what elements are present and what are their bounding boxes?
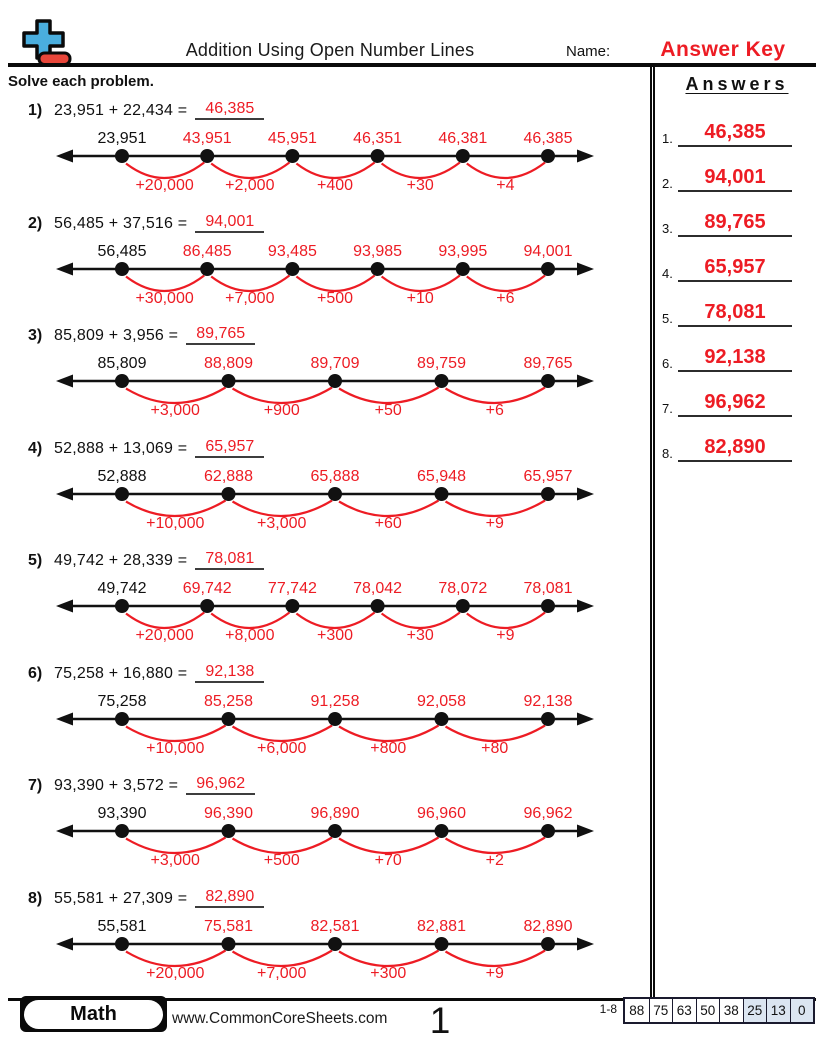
- point-dot: [200, 599, 214, 613]
- problem-number: 6): [28, 664, 43, 682]
- point-dot: [115, 599, 129, 613]
- score-cell: 38: [719, 999, 743, 1022]
- jump-label: +6: [485, 402, 504, 419]
- point-label: 46,381: [438, 130, 488, 147]
- problem-number: 7): [28, 777, 43, 794]
- jump-label: +4: [496, 177, 515, 194]
- equation-text: 56,485 + 37,516 =: [54, 214, 188, 232]
- jump-arc: [382, 613, 460, 629]
- point-dot: [328, 824, 342, 838]
- jump-arc: [233, 388, 333, 404]
- jump-arc: [446, 388, 546, 404]
- jump-arc: [233, 838, 333, 854]
- page-number: 1: [429, 1000, 451, 1041]
- point-dot: [200, 262, 214, 276]
- score-cell: 50: [696, 999, 720, 1022]
- point-dot: [456, 262, 470, 276]
- point-label: 94,001: [523, 242, 573, 260]
- number-line: [0, 911, 650, 985]
- answer-row: [658, 374, 816, 419]
- jump-arc: [126, 388, 226, 404]
- jump-label: +9: [496, 627, 515, 644]
- problem-block: [0, 317, 650, 430]
- point-label: 65,888: [310, 467, 360, 485]
- jump-label: +2,000: [225, 177, 275, 194]
- jump-arc: [126, 275, 204, 291]
- answer-value: 89,765: [678, 211, 792, 237]
- jump-arc: [339, 950, 439, 966]
- point-label: 46,385: [523, 130, 573, 147]
- point-dot: [222, 937, 236, 951]
- instructions-text: Solve each problem.: [8, 73, 154, 90]
- point-label: 96,962: [523, 805, 573, 822]
- jump-arc: [296, 275, 374, 291]
- right-arrow-icon: [577, 487, 594, 500]
- point-dot: [115, 712, 129, 726]
- point-dot: [115, 262, 129, 276]
- jump-label: +9: [485, 964, 504, 982]
- problem-number: 1): [28, 102, 43, 119]
- problem-block: [0, 655, 650, 768]
- point-label: 96,390: [204, 805, 253, 822]
- point-dot: [541, 599, 555, 613]
- left-arrow-icon: [56, 375, 73, 388]
- answer-blank-value: 94,001: [195, 213, 264, 233]
- jump-label: +10: [406, 289, 434, 307]
- problem-number: 3): [28, 327, 43, 344]
- problem-block: [0, 92, 650, 205]
- point-dot: [222, 374, 236, 388]
- jump-arc: [233, 500, 333, 516]
- answer-number: 4.: [662, 266, 673, 281]
- jump-arc: [126, 500, 226, 516]
- answer-number: 7.: [662, 401, 673, 416]
- right-arrow-icon: [577, 600, 594, 613]
- left-arrow-icon: [56, 600, 73, 613]
- problem-number: 5): [28, 552, 43, 569]
- equation-row: [28, 772, 650, 795]
- point-label: 52,888: [97, 467, 147, 485]
- point-label: 78,072: [438, 580, 488, 597]
- equation-text: 93,390 + 3,572 =: [54, 777, 179, 794]
- jump-label: +80: [481, 739, 509, 757]
- answer-row: [658, 194, 816, 239]
- point-dot: [328, 374, 342, 388]
- point-label: 23,951: [97, 130, 147, 147]
- jump-label: +500: [263, 852, 300, 869]
- jump-label: +500: [316, 289, 354, 307]
- point-dot: [222, 487, 236, 501]
- point-label: 78,081: [523, 580, 573, 597]
- point-dot: [435, 937, 449, 951]
- equation-row: [28, 885, 650, 908]
- point-label: 78,042: [353, 580, 403, 597]
- jump-arc: [467, 275, 545, 291]
- point-dot: [371, 149, 385, 163]
- point-dot: [541, 149, 555, 163]
- point-label: 92,058: [417, 692, 466, 710]
- point-dot: [541, 937, 555, 951]
- jump-label: +20,000: [146, 964, 205, 982]
- score-cell: 75: [649, 999, 673, 1022]
- jump-label: +300: [370, 964, 407, 982]
- equation-row: [28, 210, 650, 233]
- answer-row: [658, 149, 816, 194]
- right-arrow-icon: [577, 825, 594, 838]
- answer-blank-value: 92,138: [195, 663, 264, 683]
- jump-label: +8,000: [225, 627, 275, 644]
- left-arrow-icon: [56, 937, 73, 950]
- jump-arc: [233, 950, 333, 966]
- equation-text: 52,888 + 13,069 =: [54, 439, 188, 457]
- jump-arc: [126, 613, 204, 629]
- equation-text: 49,742 + 28,339 =: [54, 552, 188, 569]
- jump-label: +6: [496, 289, 515, 307]
- problem-block: [0, 767, 650, 880]
- number-line: [0, 123, 650, 197]
- column-divider: [650, 66, 655, 998]
- jump-label: +6,000: [257, 739, 307, 757]
- point-label: 82,890: [523, 917, 573, 935]
- jump-label: +800: [370, 739, 407, 757]
- point-label: 56,485: [97, 242, 147, 260]
- equation-row: [28, 97, 650, 120]
- number-line: [0, 236, 650, 310]
- equation-row: [28, 660, 650, 683]
- answer-value: 46,385: [678, 121, 792, 147]
- answer-blank-value: 65,957: [195, 438, 264, 458]
- score-grid: [623, 997, 815, 1024]
- jump-label: +10,000: [146, 739, 205, 757]
- answer-number: 8.: [662, 446, 673, 461]
- point-label: 91,258: [310, 692, 360, 710]
- jump-label: +3,000: [150, 402, 200, 419]
- score-strip: [600, 997, 815, 1024]
- jump-label: +400: [316, 177, 354, 194]
- point-label: 75,581: [204, 917, 253, 935]
- point-dot: [115, 487, 129, 501]
- point-dot: [435, 374, 449, 388]
- problems-column: [0, 92, 650, 992]
- point-label: 82,581: [310, 917, 360, 935]
- point-label: 69,742: [182, 580, 232, 597]
- jump-arc: [467, 163, 545, 179]
- jump-arc: [467, 613, 545, 629]
- answer-row: [658, 419, 816, 464]
- point-label: 46,351: [353, 130, 403, 147]
- point-label: 55,581: [97, 917, 147, 935]
- jump-label: +70: [374, 852, 402, 869]
- point-dot: [328, 712, 342, 726]
- point-label: 89,765: [523, 355, 573, 372]
- left-arrow-icon: [56, 712, 73, 725]
- jump-label: +20,000: [135, 627, 194, 644]
- score-range-label: 1-8: [599, 1002, 617, 1016]
- point-dot: [285, 149, 299, 163]
- jump-label: +20,000: [135, 177, 194, 194]
- website-url: www.CommonCoreSheets.com: [172, 1010, 388, 1027]
- point-label: 96,890: [310, 805, 360, 822]
- jump-arc: [446, 950, 546, 966]
- right-arrow-icon: [577, 937, 594, 950]
- jump-label: +7,000: [257, 964, 307, 982]
- score-cell: 88: [625, 999, 649, 1022]
- point-dot: [115, 374, 129, 388]
- answer-number: 5.: [662, 311, 673, 326]
- point-label: 93,995: [438, 242, 488, 260]
- jump-label: +30: [406, 627, 434, 644]
- answer-blank-value: 82,890: [195, 888, 264, 908]
- jump-arc: [382, 163, 460, 179]
- jump-arc: [126, 838, 226, 854]
- answer-value: 65,957: [678, 256, 792, 282]
- right-arrow-icon: [577, 150, 594, 163]
- point-label: 62,888: [204, 467, 253, 485]
- point-dot: [371, 262, 385, 276]
- equation-text: 23,951 + 22,434 =: [54, 102, 188, 119]
- answers-panel: [658, 66, 816, 464]
- point-dot: [328, 487, 342, 501]
- point-label: 88,809: [204, 355, 253, 372]
- subject-badge: [20, 996, 167, 1032]
- answer-value: 92,138: [678, 346, 792, 372]
- answer-value: 94,001: [678, 166, 792, 192]
- jump-arc: [446, 500, 546, 516]
- answer-number: 6.: [662, 356, 673, 371]
- jump-arc: [339, 500, 439, 516]
- page-title: Addition Using Open Number Lines: [185, 40, 475, 60]
- problem-block: [0, 542, 650, 655]
- point-label: 65,948: [417, 467, 466, 485]
- number-line: [0, 686, 650, 760]
- jump-arc: [211, 163, 289, 179]
- answer-row: [658, 329, 816, 374]
- name-field-value: Answer Key: [660, 38, 786, 61]
- jump-arc: [296, 163, 374, 179]
- problem-block: [0, 880, 650, 993]
- jump-label: +30: [406, 177, 434, 194]
- score-cell: 0: [790, 999, 814, 1022]
- left-arrow-icon: [56, 262, 73, 275]
- equation-text: 55,581 + 27,309 =: [54, 889, 188, 907]
- subject-badge-label: Math: [24, 1000, 163, 1029]
- jump-label: +900: [263, 402, 300, 419]
- equation-row: [28, 435, 650, 458]
- answers-list: [658, 104, 816, 464]
- score-cell: 13: [766, 999, 790, 1022]
- answer-blank-value: 89,765: [186, 325, 255, 345]
- problem-block: [0, 205, 650, 318]
- jump-arc: [233, 725, 333, 741]
- point-label: 89,759: [417, 355, 466, 372]
- left-arrow-icon: [56, 487, 73, 500]
- jump-arc: [446, 838, 546, 854]
- jump-label: +3,000: [257, 514, 307, 532]
- right-arrow-icon: [577, 712, 594, 725]
- answer-row: [658, 104, 816, 149]
- right-arrow-icon: [577, 262, 594, 275]
- jump-label: +9: [485, 514, 504, 532]
- point-dot: [115, 149, 129, 163]
- point-label: 92,138: [523, 692, 573, 710]
- jump-arc: [211, 613, 289, 629]
- problem-number: 8): [28, 889, 43, 907]
- point-label: 65,957: [523, 467, 573, 485]
- equation-row: [28, 322, 650, 345]
- answer-number: 3.: [662, 221, 673, 236]
- jump-arc: [126, 950, 226, 966]
- point-dot: [285, 262, 299, 276]
- point-dot: [222, 824, 236, 838]
- point-dot: [435, 487, 449, 501]
- number-line: [0, 573, 650, 647]
- answer-blank-value: 96,962: [186, 775, 255, 795]
- answer-number: 1.: [662, 131, 673, 146]
- answers-title: Answers: [685, 74, 789, 94]
- number-line: [0, 798, 650, 872]
- name-label: Name:: [566, 43, 611, 60]
- point-label: 77,742: [267, 580, 317, 597]
- point-label: 45,951: [267, 130, 317, 147]
- answer-blank-value: 78,081: [195, 550, 264, 570]
- jump-arc: [382, 275, 460, 291]
- left-arrow-icon: [56, 825, 73, 838]
- answer-value: 82,890: [678, 436, 792, 462]
- jump-label: +60: [374, 514, 402, 532]
- point-label: 85,809: [97, 355, 147, 372]
- point-label: 86,485: [182, 242, 232, 260]
- jump-arc: [339, 725, 439, 741]
- jump-arc: [126, 163, 204, 179]
- equation-text: 75,258 + 16,880 =: [54, 664, 188, 682]
- score-cell: 25: [743, 999, 767, 1022]
- point-label: 43,951: [182, 130, 232, 147]
- point-dot: [222, 712, 236, 726]
- point-dot: [328, 937, 342, 951]
- answer-value: 78,081: [678, 301, 792, 327]
- answer-value: 96,962: [678, 391, 792, 417]
- point-dot: [541, 374, 555, 388]
- jump-label: +30,000: [135, 289, 194, 307]
- number-line: [0, 348, 650, 422]
- point-dot: [285, 599, 299, 613]
- jump-arc: [446, 725, 546, 741]
- point-dot: [456, 599, 470, 613]
- jump-arc: [126, 725, 226, 741]
- jump-label: +300: [316, 627, 354, 644]
- point-dot: [115, 824, 129, 838]
- equation-row: [28, 547, 650, 570]
- point-dot: [456, 149, 470, 163]
- point-label: 93,985: [353, 242, 403, 260]
- point-label: 96,960: [417, 805, 466, 822]
- point-dot: [435, 712, 449, 726]
- answer-row: [658, 239, 816, 284]
- point-dot: [371, 599, 385, 613]
- point-dot: [541, 824, 555, 838]
- score-cell: 63: [672, 999, 696, 1022]
- point-label: 89,709: [310, 355, 360, 372]
- point-dot: [115, 937, 129, 951]
- point-label: 93,390: [97, 805, 147, 822]
- point-label: 85,258: [204, 692, 253, 710]
- point-dot: [435, 824, 449, 838]
- right-arrow-icon: [577, 375, 594, 388]
- point-label: 82,881: [417, 917, 466, 935]
- jump-label: +7,000: [225, 289, 275, 307]
- left-arrow-icon: [56, 150, 73, 163]
- point-dot: [200, 149, 214, 163]
- point-dot: [541, 712, 555, 726]
- jump-arc: [211, 275, 289, 291]
- jump-label: +2: [485, 852, 504, 869]
- jump-label: +10,000: [146, 514, 205, 532]
- jump-label: +3,000: [150, 852, 200, 869]
- jump-arc: [339, 388, 439, 404]
- point-dot: [541, 487, 555, 501]
- problem-block: [0, 430, 650, 543]
- problem-number: 2): [28, 214, 43, 232]
- point-dot: [541, 262, 555, 276]
- problem-number: 4): [28, 439, 43, 457]
- point-label: 49,742: [97, 580, 147, 597]
- equation-text: 85,809 + 3,956 =: [54, 327, 179, 344]
- point-label: 75,258: [97, 692, 147, 710]
- point-label: 93,485: [267, 242, 317, 260]
- answer-number: 2.: [662, 176, 673, 191]
- answer-row: [658, 284, 816, 329]
- jump-arc: [296, 613, 374, 629]
- jump-label: +50: [374, 402, 402, 419]
- answer-blank-value: 46,385: [195, 100, 264, 120]
- jump-arc: [339, 838, 439, 854]
- number-line: [0, 461, 650, 535]
